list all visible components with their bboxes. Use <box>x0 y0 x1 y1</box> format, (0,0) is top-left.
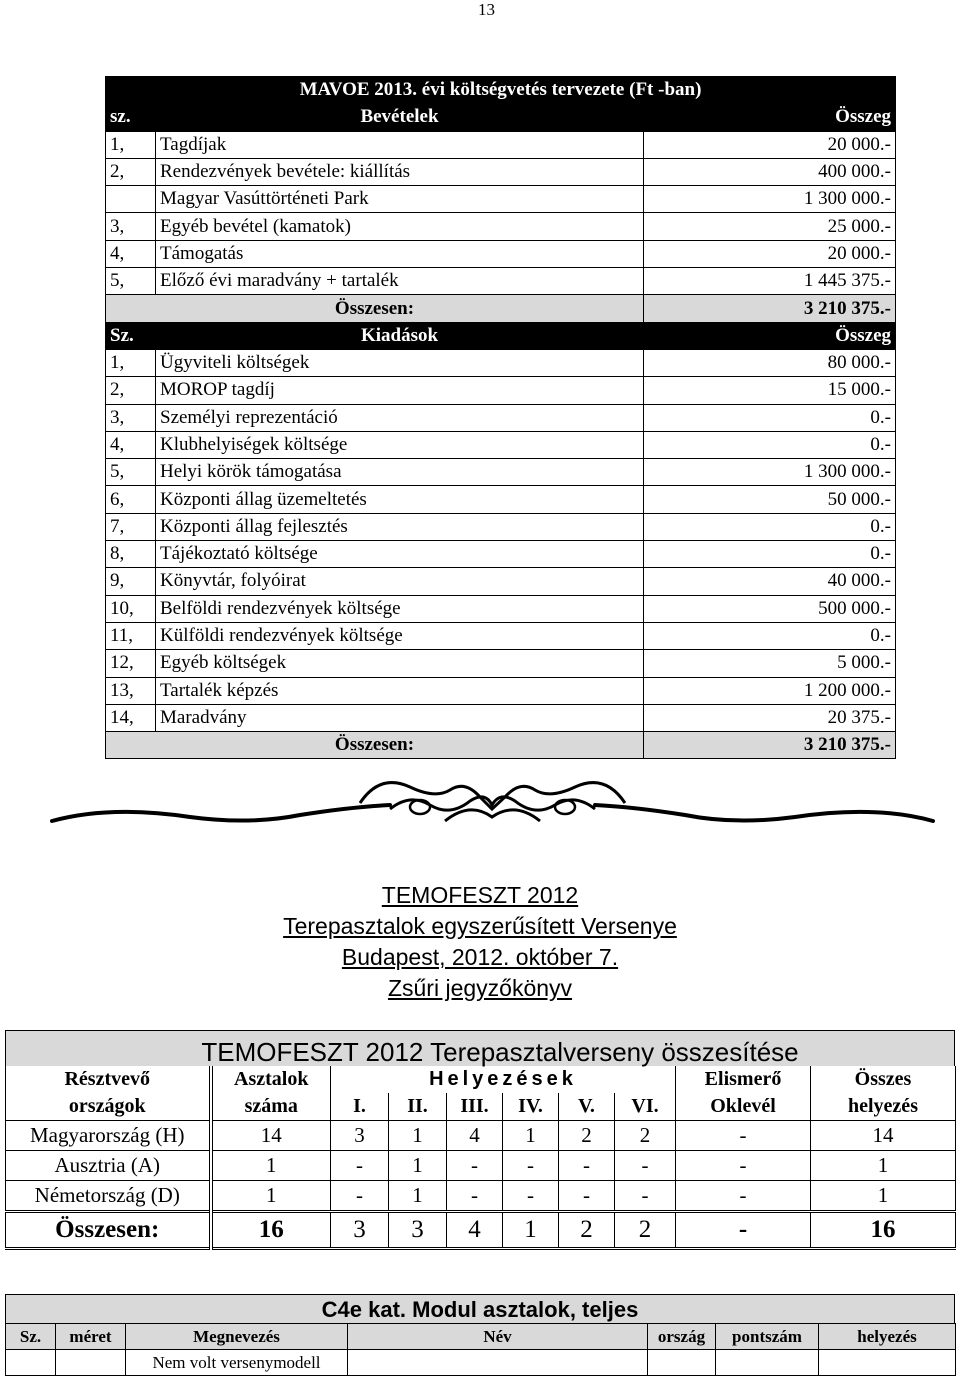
item-label: Támogatás <box>156 240 644 267</box>
tables-cell: 1 <box>211 1181 331 1212</box>
income-row <box>106 268 896 295</box>
item-amount: 1 300 000.- <box>644 459 896 486</box>
event-line-1: TEMOFESZT 2012 <box>381 882 579 908</box>
results-header-row-1 <box>6 1066 956 1093</box>
h-country-2: országok <box>6 1093 211 1121</box>
place-cell: 3 <box>331 1121 389 1151</box>
expense-row <box>106 404 896 431</box>
income-total-row <box>106 295 896 322</box>
item-label: Maradvány <box>156 704 644 731</box>
total-label: Összesen: <box>106 732 644 759</box>
item-amount: 0.- <box>644 541 896 568</box>
budget-title: MAVOE 2013. évi költségvetés tervezete (Ft -ban) <box>106 77 896 104</box>
h-total-2: helyezés <box>811 1093 956 1121</box>
item-label: MOROP tagdíj <box>156 377 644 404</box>
income-row <box>106 213 896 240</box>
item-number: 6, <box>106 486 156 513</box>
item-number: 2, <box>106 158 156 185</box>
item-amount: 0.- <box>644 404 896 431</box>
item-amount: 80 000.- <box>644 349 896 376</box>
h-places: Helyezések <box>331 1066 676 1093</box>
item-number: 4, <box>106 431 156 458</box>
total-place: 2 <box>615 1212 676 1249</box>
item-amount: 0.- <box>644 622 896 649</box>
place-cell: - <box>559 1151 615 1181</box>
h-place-col: I. <box>331 1093 389 1121</box>
item-number: 5, <box>106 268 156 295</box>
expense-row <box>106 431 896 458</box>
h-place-col: IV. <box>503 1093 559 1121</box>
item-label: Ügyviteli költségek <box>156 349 644 376</box>
total-cell: 14 <box>811 1121 956 1151</box>
c4e-empty-cell <box>819 1350 956 1376</box>
total-cell: 1 <box>811 1151 956 1181</box>
item-amount: 1 200 000.- <box>644 677 896 704</box>
item-number: 2, <box>106 377 156 404</box>
item-amount: 0.- <box>644 513 896 540</box>
place-cell: 2 <box>559 1121 615 1151</box>
results-header-row-2 <box>6 1093 956 1121</box>
place-cell: - <box>447 1151 503 1181</box>
expense-header-row <box>106 322 896 349</box>
cert-cell: - <box>676 1181 811 1212</box>
expense-row <box>106 650 896 677</box>
c4e-header-row <box>6 1324 956 1350</box>
place-cell: - <box>331 1181 389 1212</box>
place-cell: 2 <box>615 1121 676 1151</box>
header-num: sz. <box>106 104 156 131</box>
item-number <box>106 186 156 213</box>
c4e-empty-cell <box>716 1350 819 1376</box>
item-label: Egyéb költségek <box>156 650 644 677</box>
expense-row <box>106 677 896 704</box>
results-title: TEMOFESZT 2012 Terepasztalverseny összesítése <box>5 1030 955 1066</box>
h-tables-2: száma <box>211 1093 331 1121</box>
total-country: Összesen: <box>6 1212 211 1249</box>
income-row <box>106 158 896 185</box>
h-cert-1: Elismerő <box>676 1066 811 1093</box>
place-cell: - <box>559 1181 615 1212</box>
total-label: Összesen: <box>106 295 644 322</box>
results-total-row <box>6 1212 956 1249</box>
item-number: 1, <box>106 131 156 158</box>
page-number: 13 <box>478 0 495 19</box>
item-label: Helyi körök támogatása <box>156 459 644 486</box>
item-label: Tájékoztató költsége <box>156 541 644 568</box>
event-line-3: Budapest, 2012. október 7. <box>341 944 619 970</box>
h-place-col: VI. <box>615 1093 676 1121</box>
item-label: Központi állag üzemeltetés <box>156 486 644 513</box>
place-cell: - <box>331 1151 389 1181</box>
place-cell: - <box>503 1181 559 1212</box>
expense-row <box>106 622 896 649</box>
c4e-table <box>5 1323 956 1376</box>
item-label: Tagdíjak <box>156 131 644 158</box>
results-row <box>6 1181 956 1212</box>
place-cell: 4 <box>447 1121 503 1151</box>
item-amount: 1 445 375.- <box>644 268 896 295</box>
expense-row <box>106 513 896 540</box>
c4e-header-cell: ország <box>648 1324 716 1350</box>
total-amount: 3 210 375.- <box>644 295 896 322</box>
item-number: 11, <box>106 622 156 649</box>
h-tables-1: Asztalok <box>211 1066 331 1093</box>
item-label: Belföldi rendezvények költsége <box>156 595 644 622</box>
item-number: 7, <box>106 513 156 540</box>
c4e-title: C4e kat. Modul asztalok, teljes <box>5 1294 955 1323</box>
h-place-col: V. <box>559 1093 615 1121</box>
item-amount: 20 000.- <box>644 240 896 267</box>
tables-cell: 14 <box>211 1121 331 1151</box>
place-cell: - <box>615 1181 676 1212</box>
expense-row <box>106 459 896 486</box>
item-number: 8, <box>106 541 156 568</box>
place-cell: 1 <box>389 1151 447 1181</box>
h-country-1: Résztvevő <box>6 1066 211 1093</box>
total-place: 3 <box>389 1212 447 1249</box>
item-amount: 25 000.- <box>644 213 896 240</box>
item-number: 4, <box>106 240 156 267</box>
expense-row <box>106 377 896 404</box>
h-total-1: Összes <box>811 1066 956 1093</box>
place-cell: 1 <box>503 1121 559 1151</box>
results-row <box>6 1121 956 1151</box>
tables-cell: 1 <box>211 1151 331 1181</box>
item-amount: 5 000.- <box>644 650 896 677</box>
c4e-empty-cell <box>348 1350 648 1376</box>
item-amount: 500 000.- <box>644 595 896 622</box>
c4e-header-cell: Név <box>348 1324 648 1350</box>
c4e-empty-cell <box>56 1350 126 1376</box>
item-number: 3, <box>106 213 156 240</box>
total-place: 1 <box>503 1212 559 1249</box>
expense-total-row <box>106 732 896 759</box>
cert-cell: - <box>676 1151 811 1181</box>
item-label: Tartalék képzés <box>156 677 644 704</box>
total-amount: 3 210 375.- <box>644 732 896 759</box>
expense-row <box>106 568 896 595</box>
results-row <box>6 1151 956 1181</box>
results-table <box>5 1066 956 1250</box>
item-number: 13, <box>106 677 156 704</box>
item-number: 1, <box>106 349 156 376</box>
item-label: Könyvtár, folyóirat <box>156 568 644 595</box>
country-cell: Németország (D) <box>6 1181 211 1212</box>
c4e-empty-cell <box>6 1350 56 1376</box>
expense-row <box>106 486 896 513</box>
results-summary <box>5 1030 955 1250</box>
place-cell: 1 <box>389 1181 447 1212</box>
total-sum: 16 <box>811 1212 956 1249</box>
total-place: 3 <box>331 1212 389 1249</box>
header-num: Sz. <box>106 322 156 349</box>
header-amount: Összeg <box>644 104 896 131</box>
header-label: Kiadások <box>156 322 644 349</box>
h-cert-2: Oklevél <box>676 1093 811 1121</box>
item-number: 14, <box>106 704 156 731</box>
c4e-header-cell: Sz. <box>6 1324 56 1350</box>
income-row <box>106 131 896 158</box>
c4e-note-row <box>6 1350 956 1376</box>
header-amount: Összeg <box>644 322 896 349</box>
c4e-header-cell: helyezés <box>819 1324 956 1350</box>
item-label: Magyar Vasúttörténeti Park <box>156 186 644 213</box>
place-cell: - <box>503 1151 559 1181</box>
expense-row <box>106 349 896 376</box>
h-place-col: III. <box>447 1093 503 1121</box>
item-amount: 50 000.- <box>644 486 896 513</box>
total-place: 2 <box>559 1212 615 1249</box>
budget-table <box>105 76 896 759</box>
total-place: 4 <box>447 1212 503 1249</box>
item-amount: 20 375.- <box>644 704 896 731</box>
item-label: Rendezvények bevétele: kiállítás <box>156 158 644 185</box>
country-cell: Magyarország (H) <box>6 1121 211 1151</box>
item-number: 5, <box>106 459 156 486</box>
cert-cell: - <box>676 1121 811 1151</box>
event-heading <box>0 880 960 1004</box>
header-label: Bevételek <box>156 104 644 131</box>
c4e-note: Nem volt versenymodell <box>126 1350 348 1376</box>
item-amount: 0.- <box>644 431 896 458</box>
c4e-empty-cell <box>648 1350 716 1376</box>
place-cell: - <box>615 1151 676 1181</box>
item-amount: 400 000.- <box>644 158 896 185</box>
expense-row <box>106 541 896 568</box>
c4e-header-cell: méret <box>56 1324 126 1350</box>
item-label: Klubhelyiségek költsége <box>156 431 644 458</box>
income-row <box>106 186 896 213</box>
item-amount: 20 000.- <box>644 131 896 158</box>
item-number: 12, <box>106 650 156 677</box>
item-label: Külföldi rendezvények költsége <box>156 622 644 649</box>
item-label: Előző évi maradvány + tartalék <box>156 268 644 295</box>
event-line-4: Zsűri jegyzőkönyv <box>387 975 573 1001</box>
c4e-header-cell: Megnevezés <box>126 1324 348 1350</box>
item-label: Személyi reprezentáció <box>156 404 644 431</box>
income-row <box>106 240 896 267</box>
item-number: 3, <box>106 404 156 431</box>
h-place-col: II. <box>389 1093 447 1121</box>
budget-title-row <box>106 77 896 104</box>
country-cell: Ausztria (A) <box>6 1151 211 1181</box>
item-number: 9, <box>106 568 156 595</box>
item-number: 10, <box>106 595 156 622</box>
income-header-row <box>106 104 896 131</box>
item-amount: 1 300 000.- <box>644 186 896 213</box>
c4e-header-cell: pontszám <box>716 1324 819 1350</box>
place-cell: 1 <box>389 1121 447 1151</box>
expense-row <box>106 595 896 622</box>
total-cell: 1 <box>811 1181 956 1212</box>
expense-row <box>106 704 896 731</box>
event-line-2: Terepasztalok egyszerűsített Versenye <box>283 913 677 939</box>
item-label: Központi állag fejlesztés <box>156 513 644 540</box>
item-amount: 15 000.- <box>644 377 896 404</box>
total-tables: 16 <box>211 1212 331 1249</box>
total-cert: - <box>676 1212 811 1249</box>
place-cell: - <box>447 1181 503 1212</box>
item-label: Egyéb bevétel (kamatok) <box>156 213 644 240</box>
c4e-section <box>5 1294 955 1376</box>
ornament-divider <box>50 765 935 835</box>
item-amount: 40 000.- <box>644 568 896 595</box>
